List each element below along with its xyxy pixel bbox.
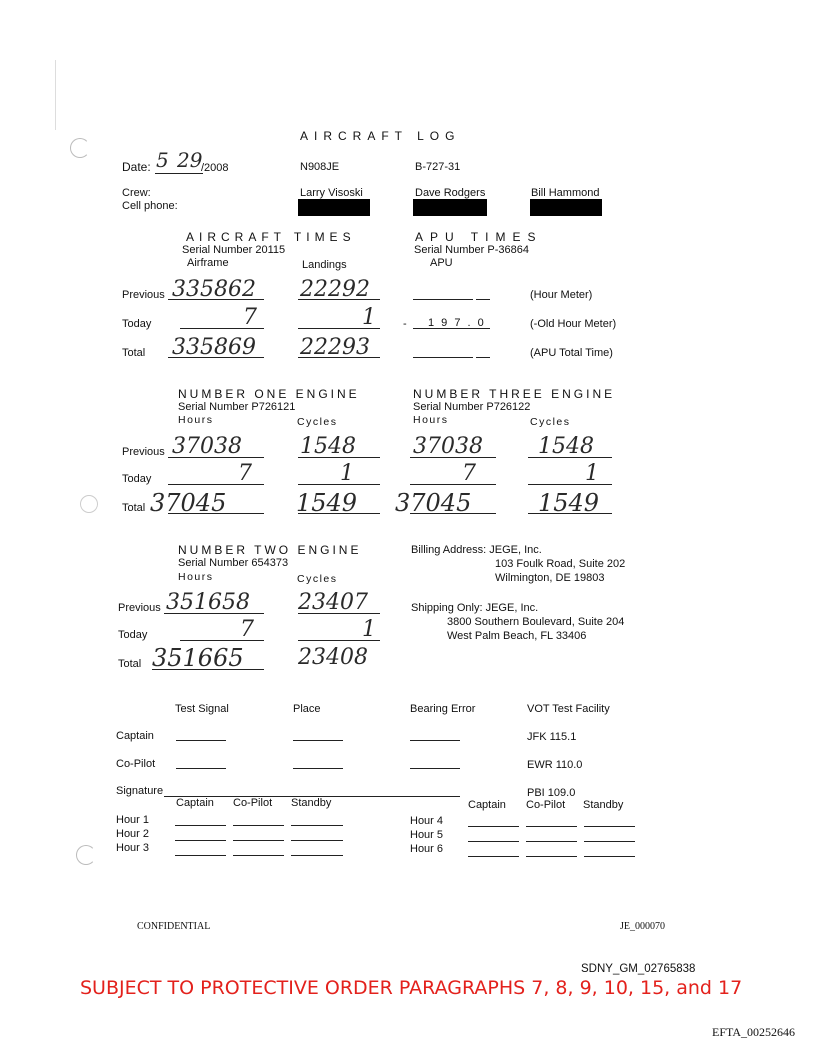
vor-captain-label: Captain <box>116 730 154 742</box>
airframe-previous: 335862 <box>172 277 256 302</box>
landings-total: 22293 <box>300 335 370 360</box>
engine-two-hours-today: 7 <box>240 617 254 642</box>
test-signal-header: Test Signal <box>175 703 229 715</box>
place-header: Place <box>293 703 321 715</box>
airframe-total: 335869 <box>172 335 256 360</box>
tail-number: N908JE <box>300 161 340 173</box>
engine-three-cycles-previous: 1548 <box>538 434 594 459</box>
engine-two-hours-label: Hours <box>178 571 214 583</box>
vot-jfk: JFK 115.1 <box>527 731 577 743</box>
crew-3: Bill Hammond <box>531 187 600 199</box>
grid-captain-header-right: Captain <box>468 799 506 811</box>
redaction-2 <box>413 199 487 216</box>
engine-one-hours-previous: 37038 <box>172 434 242 459</box>
engine-two-cycles-today: 1 <box>362 617 376 642</box>
vot-pbi: PBI 109.0 <box>527 787 576 799</box>
engine-three-hours-previous: 37038 <box>413 434 483 459</box>
grid-copilot-header-right: Co-Pilot <box>526 799 566 811</box>
aircraft-serial: Serial Number 20115 <box>182 244 286 256</box>
billing-address-line1: 103 Foulk Road, Suite 202 <box>495 558 626 570</box>
bates-number: JE_000070 <box>620 921 665 932</box>
old-hour-meter-label: (-Old Hour Meter) <box>530 318 617 330</box>
sdny-number: SDNY_GM_02765838 <box>581 963 696 975</box>
engine-two-cycles-previous: 23407 <box>298 590 368 615</box>
hour-2-label: Hour 2 <box>116 828 150 840</box>
engine-two-title: NUMBER TWO ENGINE <box>178 543 362 557</box>
date-year: /2008 <box>201 162 229 174</box>
engine-today-label: Today <box>122 473 152 485</box>
efta-number: EFTA_00252646 <box>712 1025 796 1039</box>
page-title: AIRCRAFT LOG <box>300 129 461 143</box>
engine-three-hours-total: 37045 <box>395 489 472 517</box>
engine-one-hours-label: Hours <box>178 414 214 426</box>
bearing-error-header: Bearing Error <box>410 703 476 715</box>
punch-hole-middle <box>80 495 98 513</box>
billing-address-line2: Wilmington, DE 19803 <box>495 572 605 584</box>
crew-2: Dave Rodgers <box>415 187 486 199</box>
hour-5-label: Hour 5 <box>410 829 444 841</box>
shipping-address-label: Shipping Only: JEGE, Inc. <box>411 602 539 614</box>
engine-two-today-label: Today <box>118 629 148 641</box>
date-day: 29 <box>177 148 203 172</box>
landings-today: 1 <box>362 305 376 330</box>
confidential-stamp: CONFIDENTIAL <box>137 921 211 932</box>
apu-serial: Serial Number P-36864 <box>414 244 529 256</box>
engine-three-title: NUMBER THREE ENGINE <box>413 387 616 401</box>
apu-old-meter-value: 1 9 7 . 0 <box>428 317 486 329</box>
engine-two-cycles-label: Cycles <box>297 573 338 585</box>
protective-order-notice: SUBJECT TO PROTECTIVE ORDER PARAGRAPHS 7, 8, 9, 10, 15, and 17 <box>80 977 743 999</box>
crew-label: Crew: <box>122 187 151 199</box>
redaction-3 <box>530 199 602 216</box>
engine-previous-label: Previous <box>122 446 165 458</box>
date-label: Date: <box>122 160 151 174</box>
engine-two-serial: Serial Number 654373 <box>178 557 289 569</box>
signature-label: Signature <box>116 785 164 797</box>
today-label: Today <box>122 318 152 330</box>
engine-one-serial: Serial Number P726121 <box>178 401 296 413</box>
engine-one-hours-total: 37045 <box>150 489 227 517</box>
crew-1: Larry Visoski <box>300 187 363 199</box>
vot-facility-header: VOT Test Facility <box>527 703 610 715</box>
engine-two-hours-previous: 351658 <box>166 590 250 615</box>
hour-4-label: Hour 4 <box>410 815 444 827</box>
airframe-today: 7 <box>243 305 257 330</box>
landings-col-label: Landings <box>302 259 347 271</box>
engine-three-cycles-today: 1 <box>585 461 599 486</box>
aircraft-times-title: AIRCRAFT TIMES <box>186 230 356 244</box>
aircraft-model: B-727-31 <box>415 161 461 173</box>
engine-one-cycles-label: Cycles <box>297 416 338 428</box>
apu-dash: - <box>403 318 407 330</box>
engine-three-cycles-label: Cycles <box>530 416 571 428</box>
engine-three-serial: Serial Number P726122 <box>413 401 531 413</box>
shipping-address-line2: West Palm Beach, FL 33406 <box>447 630 587 642</box>
billing-address-label: Billing Address: JEGE, Inc. <box>411 544 542 556</box>
engine-two-total-label: Total <box>118 658 142 670</box>
engine-three-hours-label: Hours <box>413 414 449 426</box>
engine-one-cycles-today: 1 <box>340 461 354 486</box>
apu-times-title: APU TIMES <box>415 230 543 244</box>
grid-standby-header-left: Standby <box>291 797 332 809</box>
previous-label: Previous <box>122 289 165 301</box>
cell-phone-label: Cell phone: <box>122 200 178 212</box>
hour-3-label: Hour 3 <box>116 842 150 854</box>
grid-copilot-header-left: Co-Pilot <box>233 797 273 809</box>
page-fold-line <box>55 60 56 130</box>
engine-three-hours-today: 7 <box>462 461 476 486</box>
total-label: Total <box>122 347 146 359</box>
date-month: 5 <box>156 148 169 172</box>
engine-two-previous-label: Previous <box>118 602 161 614</box>
engine-one-cycles-previous: 1548 <box>300 434 356 459</box>
engine-total-label: Total <box>122 502 146 514</box>
punch-hole-bottom <box>76 845 96 865</box>
vor-copilot-label: Co-Pilot <box>116 758 156 770</box>
engine-one-title: NUMBER ONE ENGINE <box>178 387 360 401</box>
redaction-1 <box>298 199 370 216</box>
grid-standby-header-right: Standby <box>583 799 624 811</box>
vot-ewr: EWR 110.0 <box>527 759 583 771</box>
punch-hole-top <box>70 138 90 158</box>
engine-three-cycles-total: 1549 <box>538 489 600 517</box>
grid-captain-header-left: Captain <box>176 797 214 809</box>
landings-previous: 22292 <box>300 277 370 302</box>
shipping-address-line1: 3800 Southern Boulevard, Suite 204 <box>447 616 625 628</box>
hour-meter-label: (Hour Meter) <box>530 289 593 301</box>
engine-two-hours-total: 351665 <box>152 644 244 672</box>
engine-one-cycles-total: 1549 <box>296 489 358 517</box>
apu-col-label: APU <box>430 257 453 269</box>
hour-6-label: Hour 6 <box>410 843 444 855</box>
airframe-col-label: Airframe <box>187 257 229 269</box>
engine-one-hours-today: 7 <box>238 461 252 486</box>
hour-1-label: Hour 1 <box>116 814 150 826</box>
engine-two-cycles-total: 23408 <box>298 645 368 670</box>
apu-total-label: (APU Total Time) <box>530 347 613 359</box>
